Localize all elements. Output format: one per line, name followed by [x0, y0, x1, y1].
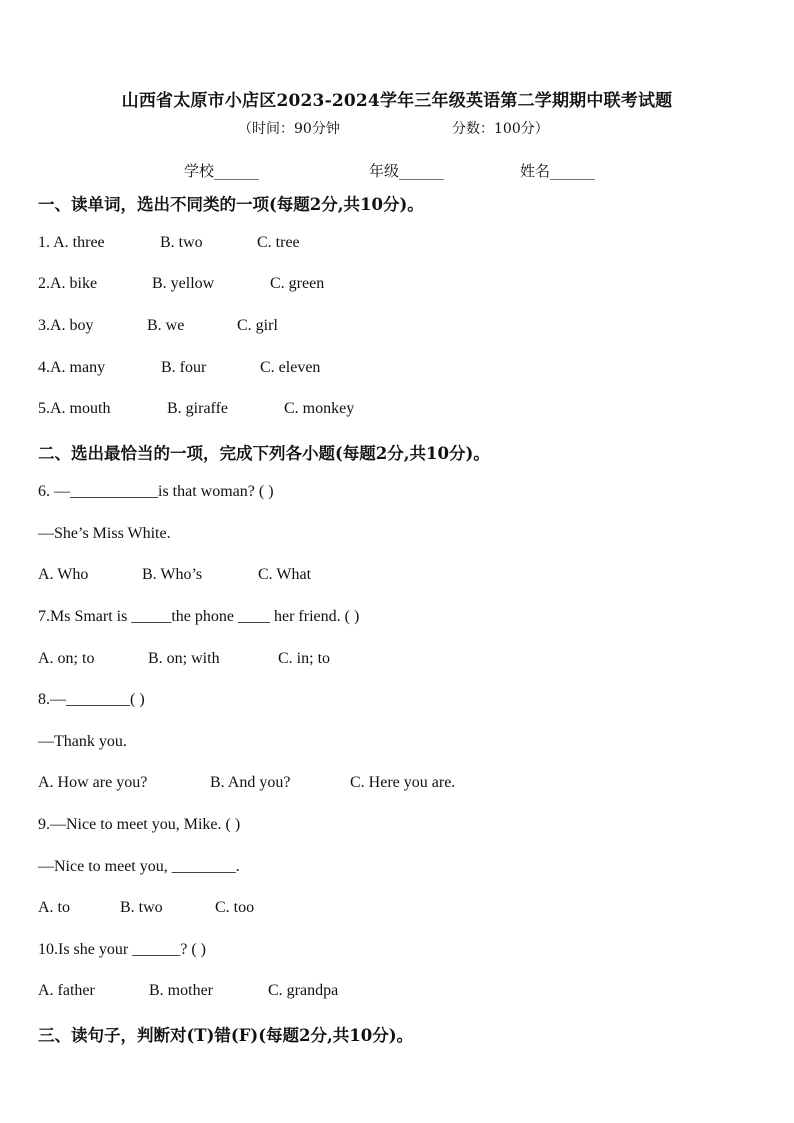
q7-option-b: B. on; with: [148, 650, 220, 667]
section-1-heading: 一、读单词，选出不同类的一项(每题2分,共10分)。: [38, 195, 424, 214]
q6-option-a: A. Who: [38, 566, 89, 583]
q3-option-a: 3.A. boy: [38, 317, 94, 334]
q10-options: [0, 982, 794, 1004]
q8-option-a: A. How are you?: [38, 774, 148, 791]
q10-option-c: C. grandpa: [268, 982, 339, 999]
q8-reply: —Thank you.: [38, 733, 127, 750]
name-field: 姓名______: [520, 162, 596, 180]
section-3-heading: 三、读句子，判断对(T)错(F)(每题2分,共10分)。: [38, 1026, 414, 1045]
q1-option-b: B. two: [160, 234, 203, 251]
school-field: 学校______: [184, 162, 260, 180]
q6-options: [0, 566, 794, 588]
section-2-heading: 二、选出最恰当的一项，完成下列各小题(每题2分,共10分)。: [38, 444, 490, 463]
q4-option-b: B. four: [161, 359, 207, 376]
q2-option-b: B. yellow: [152, 275, 215, 292]
question-5: [0, 400, 794, 422]
q8-stem: 8.—________( ): [38, 691, 145, 708]
q9-option-b: B. two: [120, 899, 163, 916]
question-4: [0, 359, 794, 381]
q1-option-a: 1. A. three: [38, 234, 105, 251]
grade-field: 年级______: [369, 162, 445, 180]
q8-option-c: C. Here you are.: [350, 774, 456, 791]
q10-option-b: B. mother: [149, 982, 213, 999]
q2-option-c: C. green: [270, 275, 325, 292]
q6-stem: 6. —___________is that woman? ( ): [38, 483, 274, 500]
q2-option-a: 2.A. bike: [38, 275, 98, 292]
q3-option-c: C. girl: [237, 317, 278, 334]
q9-reply: —Nice to meet you, ________.: [38, 858, 240, 875]
q7-option-c: C. in; to: [278, 650, 331, 667]
q4-option-a: 4.A. many: [38, 359, 106, 376]
q5-option-b: B. giraffe: [167, 400, 229, 417]
question-2: [0, 275, 794, 297]
q8-options: [0, 774, 794, 796]
q9-stem: 9.—Nice to meet you, Mike. ( ): [38, 816, 241, 833]
exam-time: （时间：90分钟: [238, 121, 340, 137]
q6-reply: —She’s Miss White.: [38, 525, 171, 542]
page-title: 山西省太原市小店区2023-2024学年三年级英语第二学期期中联考试题: [121, 91, 673, 111]
q3-option-b: B. we: [147, 317, 185, 334]
q7-option-a: A. on; to: [38, 650, 95, 667]
exam-score: 分数：100分）: [452, 121, 549, 137]
q9-option-a: A. to: [38, 899, 70, 916]
q4-option-c: C. eleven: [260, 359, 321, 376]
q6-option-c: C. What: [258, 566, 312, 583]
q7-options: [0, 650, 794, 672]
q5-option-a: 5.A. mouth: [38, 400, 111, 417]
q5-option-c: C. monkey: [284, 400, 355, 417]
q10-option-a: A. father: [38, 982, 95, 999]
q9-options: [0, 899, 794, 921]
q6-option-b: B. Who’s: [142, 566, 203, 583]
q8-option-b: B. And you?: [210, 774, 291, 791]
question-1: [0, 234, 794, 256]
q9-option-c: C. too: [215, 899, 255, 916]
question-3: [0, 317, 794, 339]
q1-option-c: C. tree: [257, 234, 300, 251]
q10-stem: 10.Is she your ______? ( ): [38, 941, 206, 958]
q7-stem: 7.Ms Smart is _____the phone ____ her friend. ( ): [38, 608, 360, 625]
